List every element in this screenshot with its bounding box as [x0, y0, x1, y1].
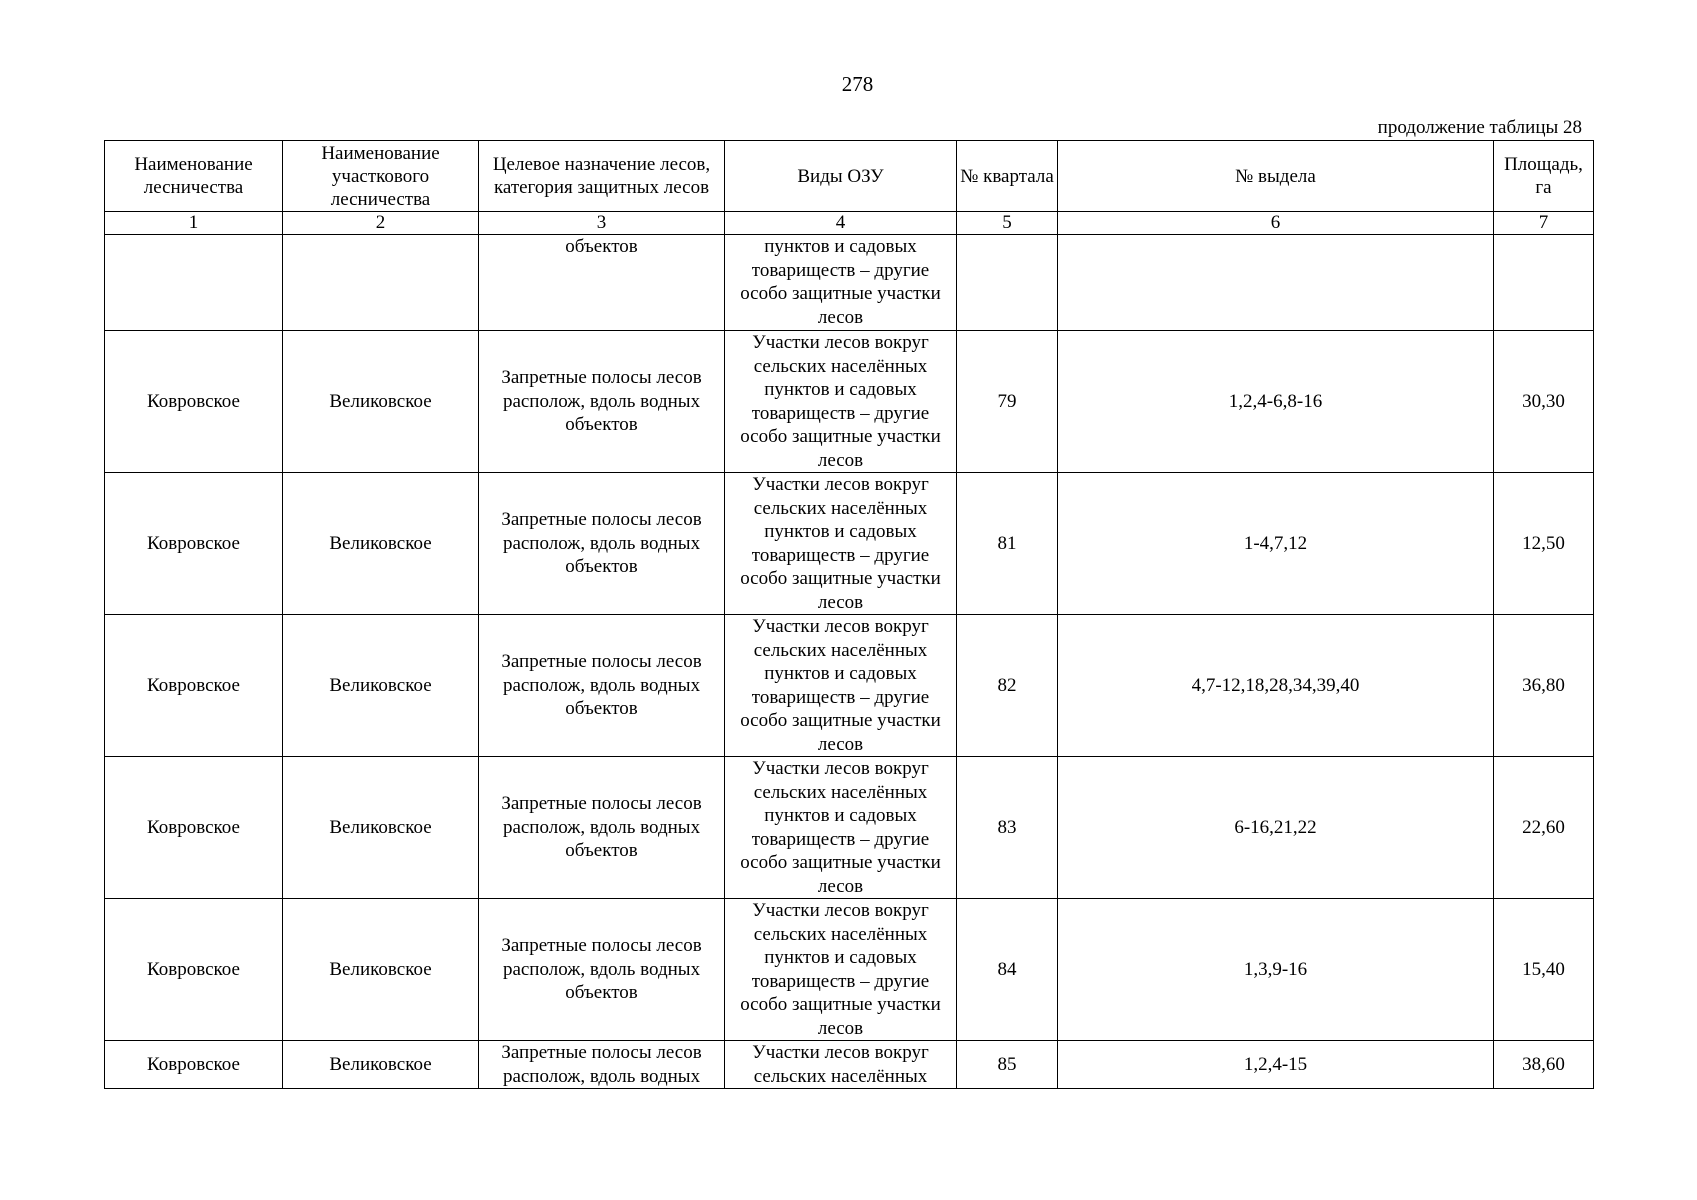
- table-row: [105, 473, 1594, 615]
- cell-plots: 1,3,9-16: [1058, 899, 1494, 1041]
- cell-area: [1494, 235, 1594, 331]
- column-number: 2: [283, 212, 479, 235]
- column-number: 7: [1494, 212, 1594, 235]
- column-number: 6: [1058, 212, 1494, 235]
- cell-area: 12,50: [1494, 473, 1594, 615]
- cell-ozu: Участки лесов вокруг сельских населённых пунктов и садовых товариществ – другие особо защитные участки лесов: [725, 473, 957, 615]
- cell-district: Великовское: [283, 899, 479, 1041]
- continued-row: [105, 235, 1594, 331]
- cell-purpose: Запретные полосы лесов располож, вдоль водных объектов: [479, 899, 725, 1041]
- cell-forestry: Ковровское: [105, 615, 283, 757]
- cell-forestry: Ковровское: [105, 757, 283, 899]
- cell-district: Великовское: [283, 1041, 479, 1089]
- cell-forestry: Ковровское: [105, 331, 283, 473]
- cell-plots: 1-4,7,12: [1058, 473, 1494, 615]
- cell-plots: [1058, 235, 1494, 331]
- cell-quarter: [957, 235, 1058, 331]
- cell-district: Великовское: [283, 331, 479, 473]
- column-number: 5: [957, 212, 1058, 235]
- cell-plots: 4,7-12,18,28,34,39,40: [1058, 615, 1494, 757]
- header-plots: № выдела: [1058, 141, 1494, 212]
- data-table: [104, 140, 1594, 1089]
- header-district: Наименование участкового лесничества: [283, 141, 479, 212]
- table-row: [105, 757, 1594, 899]
- cell-quarter: 82: [957, 615, 1058, 757]
- cell-purpose: Запретные полосы лесов располож, вдоль водных объектов: [479, 757, 725, 899]
- cell-forestry: Ковровское: [105, 899, 283, 1041]
- cell-area: 15,40: [1494, 899, 1594, 1041]
- cell-ozu: пунктов и садовых товариществ – другие особо защитные участки лесов: [725, 235, 957, 331]
- cell-quarter: 85: [957, 1041, 1058, 1089]
- cell-district: Великовское: [283, 757, 479, 899]
- cell-area: 22,60: [1494, 757, 1594, 899]
- cell-purpose: Запретные полосы лесов располож, вдоль водных объектов: [479, 331, 725, 473]
- cell-quarter: 79: [957, 331, 1058, 473]
- cell-ozu: Участки лесов вокруг сельских населённых пунктов и садовых товариществ – другие особо защитные участки лесов: [725, 615, 957, 757]
- page-number: 278: [841, 72, 874, 96]
- cell-area: 38,60: [1494, 1041, 1594, 1089]
- table-row-partial: [105, 1041, 1594, 1089]
- cell-plots: 1,2,4-15: [1058, 1041, 1494, 1089]
- column-number-row: [105, 212, 1594, 235]
- cell-ozu: Участки лесов вокруг сельских населённых пунктов и садовых товариществ – другие особо защитные участки лесов: [725, 899, 957, 1041]
- cell-plots: 6-16,21,22: [1058, 757, 1494, 899]
- column-number: 1: [105, 212, 283, 235]
- header-ozu: Виды ОЗУ: [725, 141, 957, 212]
- cell-forestry: Ковровское: [105, 473, 283, 615]
- table-row: [105, 615, 1594, 757]
- table-row: [105, 899, 1594, 1041]
- cell-quarter: 81: [957, 473, 1058, 615]
- header-row: [105, 141, 1594, 212]
- header-purpose: Целевое назначение лесов, категория защитных лесов: [479, 141, 725, 212]
- cell-forestry: [105, 235, 283, 331]
- cell-ozu: Участки лесов вокруг сельских населённых: [725, 1041, 957, 1089]
- cell-district: Великовское: [283, 615, 479, 757]
- cell-quarter: 83: [957, 757, 1058, 899]
- cell-plots: 1,2,4-6,8-16: [1058, 331, 1494, 473]
- cell-ozu: Участки лесов вокруг сельских населённых пунктов и садовых товариществ – другие особо защитные участки лесов: [725, 331, 957, 473]
- table-row: [105, 331, 1594, 473]
- cell-purpose: Запретные полосы лесов располож, вдоль водных объектов: [479, 615, 725, 757]
- cell-ozu: Участки лесов вокруг сельских населённых пунктов и садовых товариществ – другие особо защитные участки лесов: [725, 757, 957, 899]
- cell-purpose: объектов: [479, 235, 725, 331]
- cell-district: [283, 235, 479, 331]
- cell-forestry: Ковровское: [105, 1041, 283, 1089]
- cell-area: 36,80: [1494, 615, 1594, 757]
- cell-quarter: 84: [957, 899, 1058, 1041]
- header-forestry: Наименование лесничества: [105, 141, 283, 212]
- header-quarter: № квартала: [957, 141, 1058, 212]
- cell-district: Великовское: [283, 473, 479, 615]
- table-caption: продолжение таблицы 28: [1377, 117, 1582, 138]
- column-number: 4: [725, 212, 957, 235]
- header-area: Площадь, га: [1494, 141, 1594, 212]
- cell-purpose: Запретные полосы лесов располож, вдоль водных: [479, 1041, 725, 1089]
- cell-purpose: Запретные полосы лесов располож, вдоль водных объектов: [479, 473, 725, 615]
- column-number: 3: [479, 212, 725, 235]
- cell-area: 30,30: [1494, 331, 1594, 473]
